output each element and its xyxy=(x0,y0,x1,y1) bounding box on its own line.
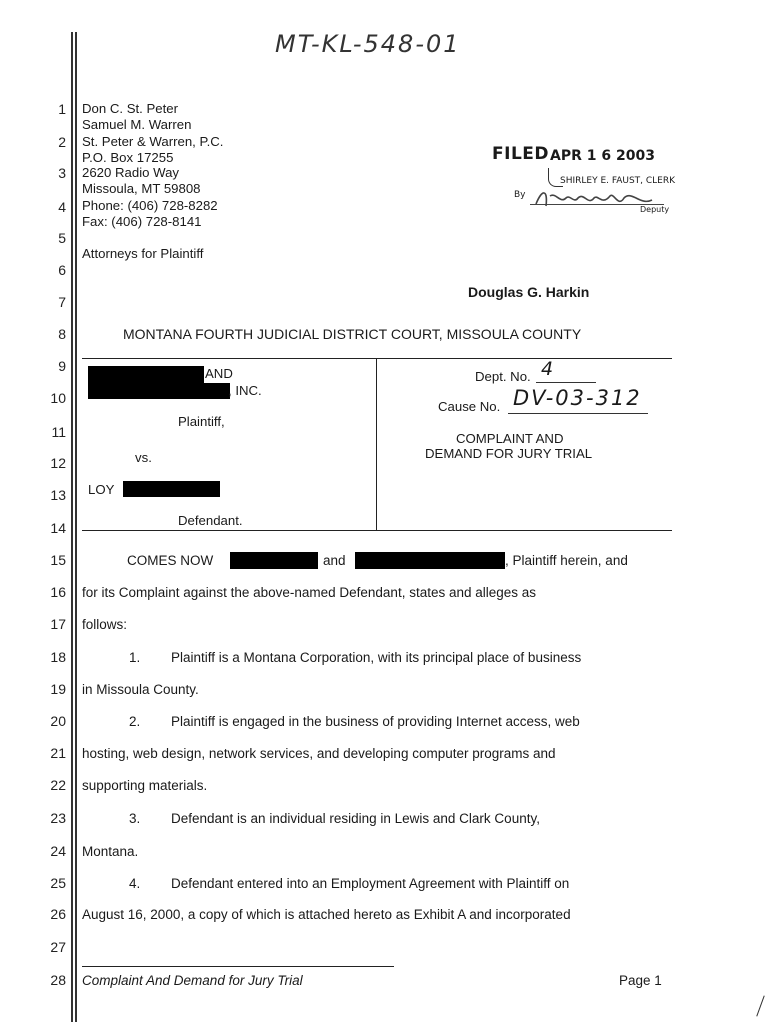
paragraph-number: 2. xyxy=(129,714,141,729)
paragraph-number: 3. xyxy=(129,811,141,826)
line-number: 10 xyxy=(50,390,66,406)
line-number: 5 xyxy=(58,230,66,246)
line-number: 16 xyxy=(50,584,66,600)
court-title: MONTANA FOURTH JUDICIAL DISTRICT COURT, MISSOULA COUNTY xyxy=(123,326,582,342)
scan-edge-mark xyxy=(756,995,764,1016)
line-number: 24 xyxy=(50,843,66,859)
cause-value: DV-03-312 xyxy=(513,386,642,410)
judge-name: Douglas G. Harkin xyxy=(468,284,590,300)
handwritten-case-number: MT-KL-548-01 xyxy=(275,30,461,58)
line-number: 20 xyxy=(50,713,66,729)
footer-rule xyxy=(82,966,394,967)
line-number: 2 xyxy=(58,134,66,150)
attorney-line: Missoula, MT 59808 xyxy=(82,181,201,196)
attorney-line: Fax: (406) 728-8141 xyxy=(82,214,202,229)
caption-divider xyxy=(376,358,377,530)
caption-and: AND xyxy=(205,366,233,381)
line-number: 8 xyxy=(58,326,66,342)
line-number: 7 xyxy=(58,294,66,310)
filed-date: APR 1 6 2003 xyxy=(550,148,655,164)
cause-label: Cause No. xyxy=(438,399,501,414)
line-number: 9 xyxy=(58,358,66,374)
line-number: 13 xyxy=(50,487,66,503)
line-number: 22 xyxy=(50,777,66,793)
line-number: 17 xyxy=(50,616,66,632)
line-number: 23 xyxy=(50,810,66,826)
redaction-box xyxy=(88,383,230,399)
body-line-16: for its Complaint against the above-named Defendant, states and alleges as xyxy=(82,585,537,600)
body-line-15b: and xyxy=(323,553,346,568)
body-line-23: Defendant is an individual residing in Lewis and Clark County, xyxy=(171,811,540,826)
line-number: 26 xyxy=(50,906,66,922)
dept-underline xyxy=(536,382,596,383)
line-number: 19 xyxy=(50,681,66,697)
body-line-22: supporting materials. xyxy=(82,778,208,793)
attorney-line: P.O. Box 17255 xyxy=(82,150,174,165)
clerk-name: SHIRLEY E. FAUST, CLERK xyxy=(560,176,676,186)
attorneys-for-label: Attorneys for Plaintiff xyxy=(82,246,204,261)
paragraph-number: 1. xyxy=(129,650,141,665)
doc-title-line-1: COMPLAINT AND xyxy=(456,431,564,446)
dept-label: Dept. No. xyxy=(475,369,531,384)
attorney-line: St. Peter & Warren, P.C. xyxy=(82,134,224,149)
caption-vs: vs. xyxy=(135,450,152,465)
footer-title: Complaint And Demand for Jury Trial xyxy=(82,973,303,988)
body-line-20: Plaintiff is engaged in the business of providing Internet access, web xyxy=(171,714,580,729)
line-number: 27 xyxy=(50,939,66,955)
attorney-line: Don C. St. Peter xyxy=(82,101,179,116)
line-number: 4 xyxy=(58,199,66,215)
line-number: 3 xyxy=(58,165,66,181)
caption-loy: LOY xyxy=(88,482,115,497)
body-line-24: Montana. xyxy=(82,844,139,859)
paragraph-number: 4. xyxy=(129,876,141,891)
caption-defendant: Defendant. xyxy=(178,513,243,528)
line-number: 28 xyxy=(50,972,66,988)
by-label: By xyxy=(514,190,526,200)
body-line-26: August 16, 2000, a copy of which is attached hereto as Exhibit A and incorporated xyxy=(82,907,571,922)
body-line-17: follows: xyxy=(82,617,128,632)
body-line-15c: , Plaintiff herein, and xyxy=(505,553,628,568)
redaction-box xyxy=(355,552,505,569)
line-number: 15 xyxy=(50,552,66,568)
attorney-line: Samuel M. Warren xyxy=(82,117,192,132)
line-number: 14 xyxy=(50,520,66,536)
line-number: 1 xyxy=(58,101,66,117)
body-line-21: hosting, web design, network services, and developing computer programs and xyxy=(82,746,556,761)
deputy-label: Deputy xyxy=(640,205,670,214)
body-line-19: in Missoula County. xyxy=(82,682,199,697)
caption-bottom-rule xyxy=(82,530,672,531)
caption-plaintiff: Plaintiff, xyxy=(178,414,225,429)
doc-title-line-2: DEMAND FOR JURY TRIAL xyxy=(425,446,593,461)
line-number: 6 xyxy=(58,262,66,278)
redaction-box xyxy=(123,481,220,497)
caption-inc: , INC. xyxy=(228,383,262,398)
line-number: 12 xyxy=(50,455,66,471)
attorney-line: 2620 Radio Way xyxy=(82,165,180,180)
line-number: 18 xyxy=(50,649,66,665)
line-number: 21 xyxy=(50,745,66,761)
margin-rule-left-2 xyxy=(75,32,77,1022)
redaction-box xyxy=(230,552,318,569)
cause-underline xyxy=(508,413,648,414)
caption-top-rule xyxy=(82,358,672,359)
redaction-box xyxy=(88,366,204,383)
body-line-25: Defendant entered into an Employment Agreement with Plaintiff on xyxy=(171,876,570,891)
dept-value: 4 xyxy=(541,358,556,380)
line-number: 25 xyxy=(50,875,66,891)
attorney-line: Phone: (406) 728-8282 xyxy=(82,198,218,213)
body-line-18: Plaintiff is a Montana Corporation, with its principal place of business xyxy=(171,650,582,665)
page-number: Page 1 xyxy=(619,973,662,988)
filed-label: FILED xyxy=(492,144,549,164)
body-line-15a: COMES NOW xyxy=(127,553,214,568)
margin-rule-left xyxy=(71,32,73,1022)
line-number: 11 xyxy=(51,424,66,440)
